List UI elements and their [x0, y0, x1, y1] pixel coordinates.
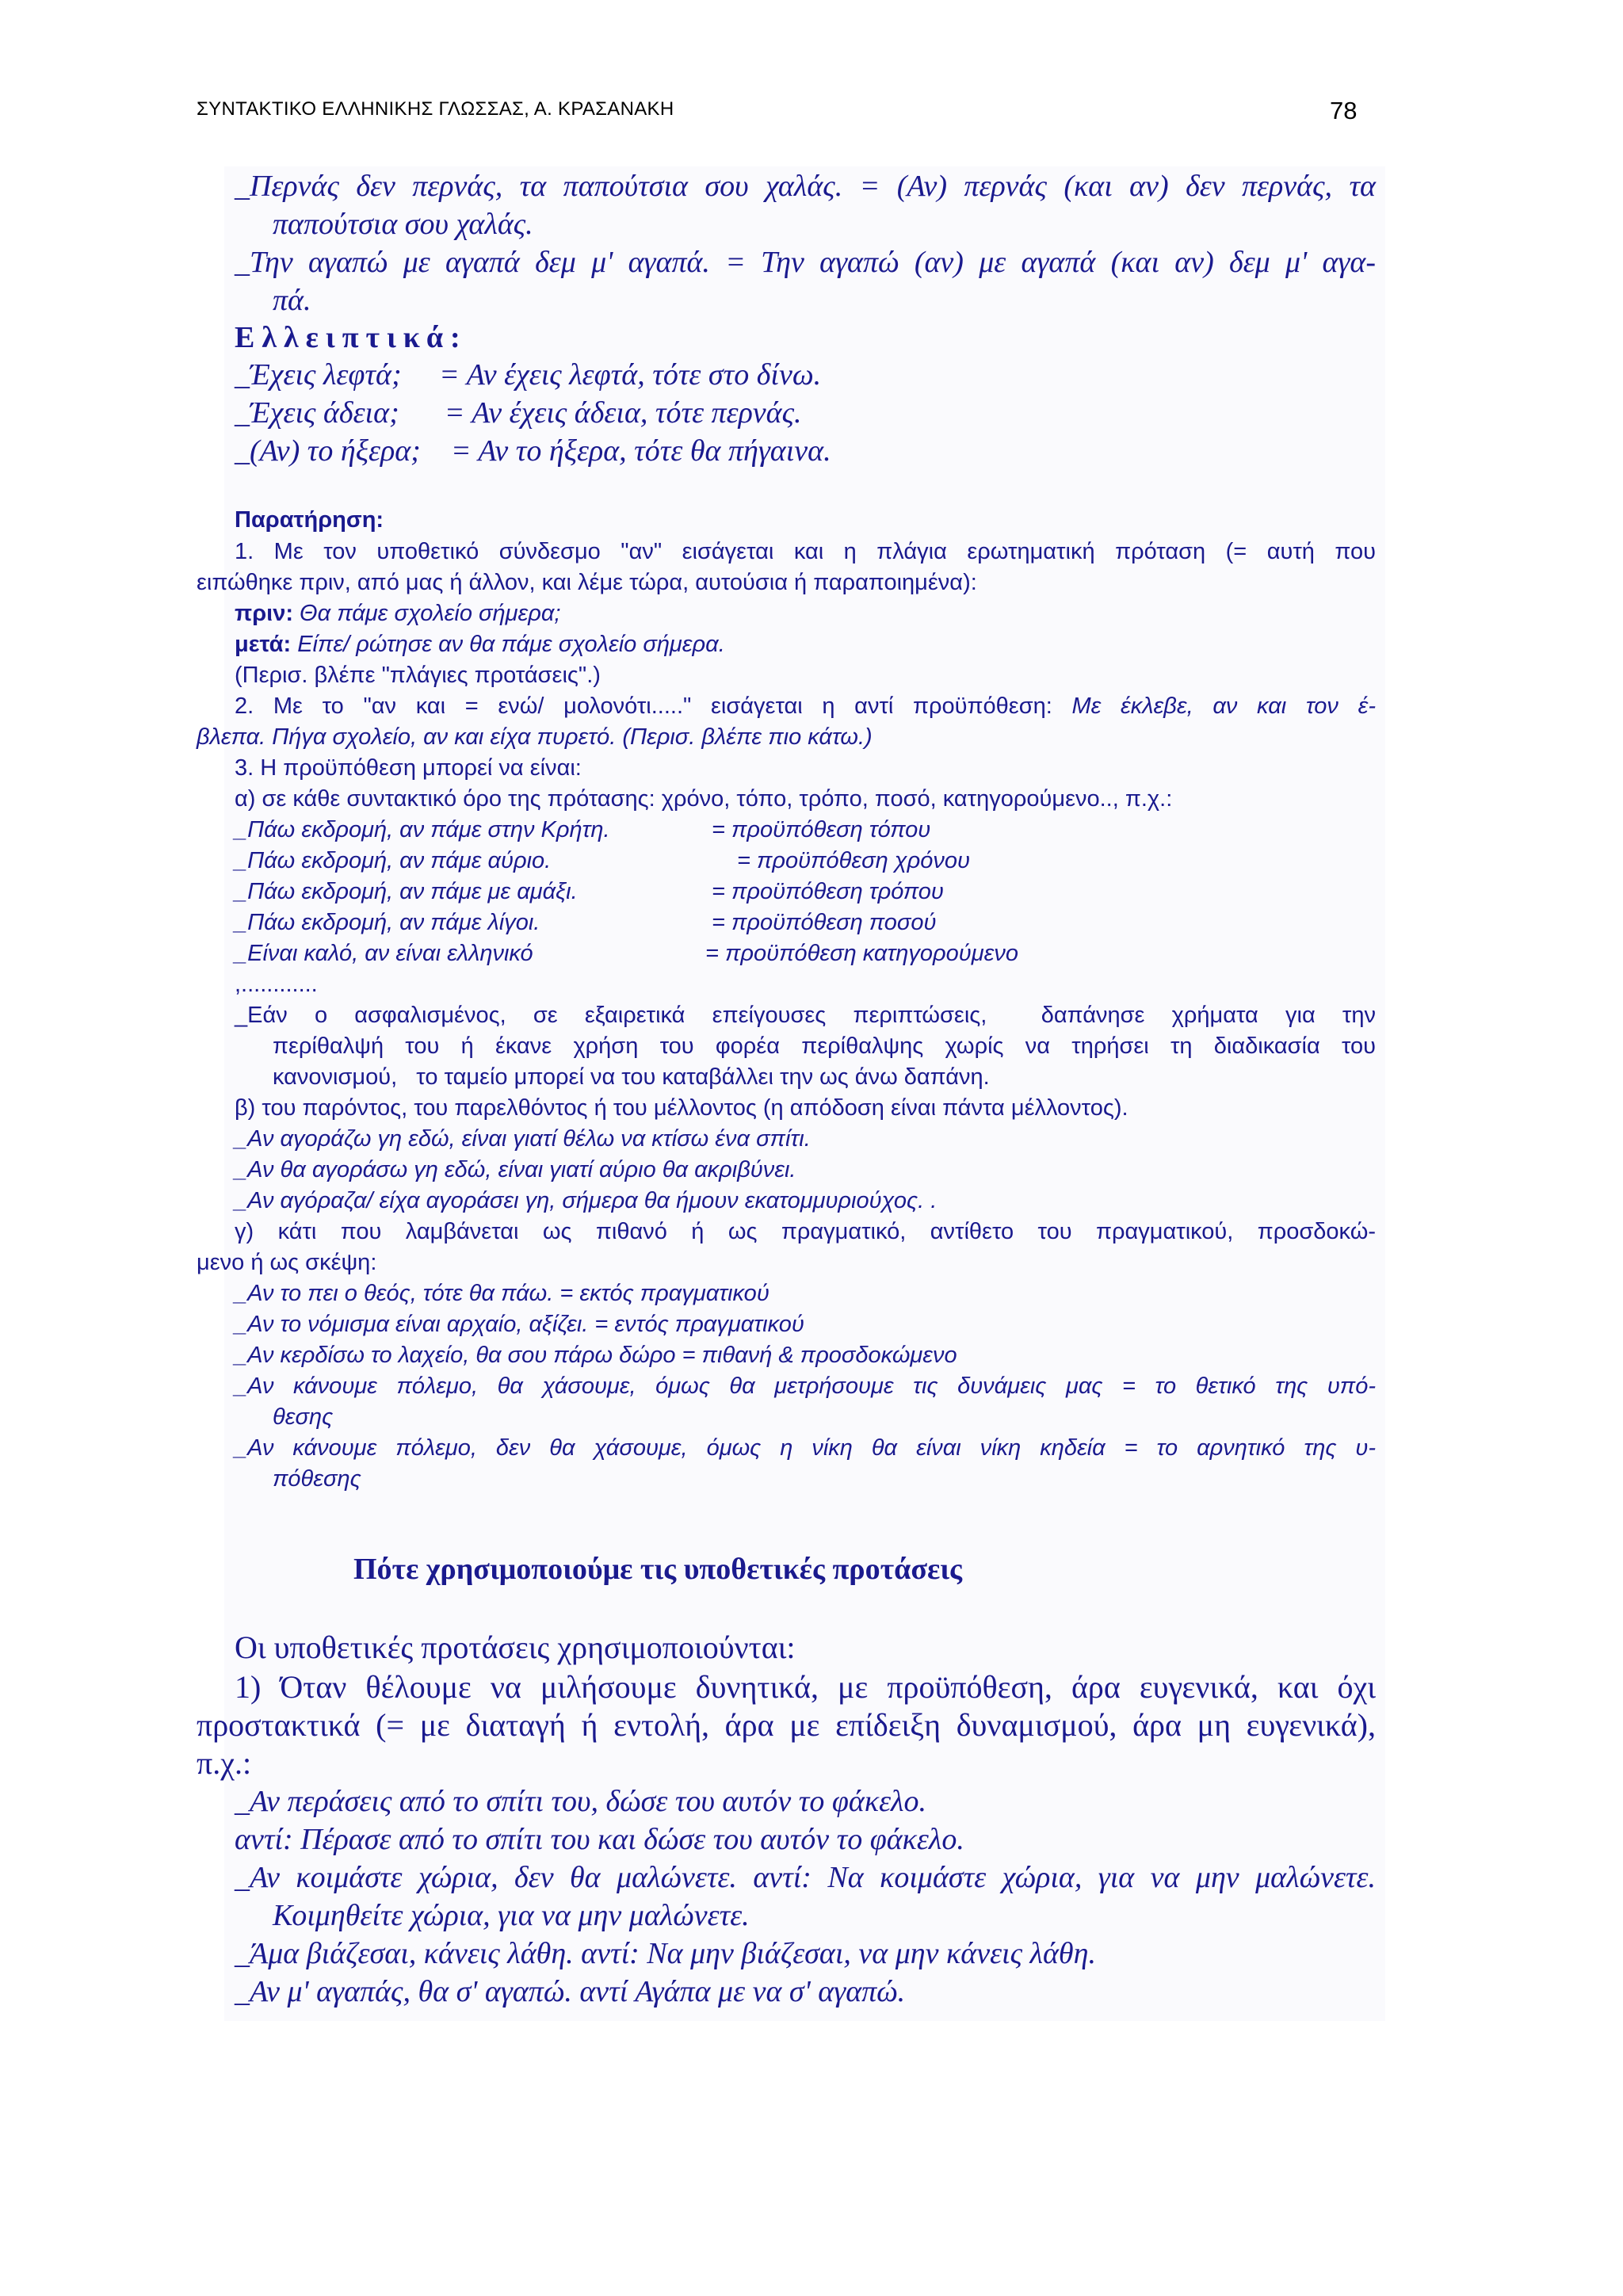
usage-example: Κοιμηθείτε χώρια, για να μην μαλώνετε. — [273, 1899, 750, 1932]
section-paragraph: π.χ.: — [197, 1745, 252, 1781]
after-example: μετά: Είπε/ ρώτησε αν θα πάμε σχολείο σήμερα. — [235, 632, 725, 657]
before-example: πριν: Θα πάμε σχολείο σήμερα; — [235, 601, 561, 626]
example-right: = προϋπόθεση χρόνου — [737, 848, 970, 873]
section-heading: Πότε χρησιμοποιούμε τις υποθετικές προτάσεις — [353, 1553, 963, 1586]
tense-example: _Αν αγόραζα/ είχα αγοράσει γη, σήμερα θα ήμουν εκατομμυριούχος. . — [235, 1188, 938, 1213]
usage-example: _Αν κοιμάστε χώρια, δεν θα μαλώνετε. αντί: Να κοιμάστε χώρια, για να μην μαλώνετε. — [235, 1861, 1376, 1894]
usage-example: αντί: Πέρασε από το σπίτι του και δώσε του αυτόν το φάκελο. — [235, 1823, 964, 1856]
tense-example: _Αν αγοράζω γη εδώ, είναι γιατί θέλω να κτίσω ένα σπίτι. — [235, 1126, 811, 1152]
example-right: = προϋπόθεση ποσού — [712, 910, 937, 935]
example-line: πά. — [273, 284, 311, 317]
running-header-title: ΣΥΝΤΑΚΤΙΚΟ ΕΛΛΗΝΙΚΗΣ ΓΛΩΣΣΑΣ, Α. ΚΡΑΣΑΝΑΚΗ — [197, 98, 674, 120]
section-paragraph: προστακτικά (= με διαταγή ή εντολή, άρα με επίδειξη δυναμισμού, άρα μη ευγενικά), — [197, 1707, 1376, 1743]
remark-paragraph: 1. Με τον υποθετικό σύνδεσμο "αν" εισάγεται και η πλάγια ερωτηματική πρόταση (= αυτή που — [235, 539, 1376, 564]
reality-example: _Αν κερδίσω το λαχείο, θα σου πάρω δώρο = πιθανή & προσδοκώμενο — [235, 1343, 957, 1368]
example-left: _Είναι καλό, αν είναι ελληνικό — [235, 941, 533, 966]
example-left: _Πάω εκδρομή, αν πάμε στην Κρήτη. — [235, 817, 610, 842]
usage-example: _Άμα βιάζεσαι, κάνεις λάθη. αντί: Να μην βιάζεσαι, να μην κάνεις λάθη. — [235, 1937, 1096, 1970]
insurance-paragraph: περίθαλψή του ή έκανε χρήση του φορέα περίθαλψης χωρίς να τηρήσει τη διαδικασία του — [273, 1033, 1376, 1059]
elliptika-example: _Έχεις άδεια; = Αν έχεις άδεια, τότε περνάς. — [235, 396, 802, 430]
tense-example: _Αν θα αγοράσω γη εδώ, είναι γιατί αύριο θα ακριβύνει. — [235, 1157, 796, 1182]
remark-paragraph: γ) κάτι που λαμβάνεται ως πιθανό ή ως πραγματικό, αντίθετο του πραγματικού, προσδοκώ- — [235, 1219, 1376, 1244]
example-line: παπούτσια σου χαλάς. — [273, 208, 533, 241]
remark-paragraph: 3. Η προϋπόθεση μπορεί να είναι: — [235, 755, 582, 781]
reality-example: _Αν το νόμισμα είναι αρχαίο, αξίζει. = εντός πραγματικού — [235, 1312, 804, 1337]
elliptika-example: _Έχεις λεφτά; = Αν έχεις λεφτά, τότε στο δίνω. — [235, 358, 822, 392]
example-left: _Πάω εκδρομή, αν πάμε αύριο. — [235, 848, 552, 873]
usage-example: _Αν μ' αγαπάς, θα σ' αγαπώ. αντί Αγάπα με να σ' αγαπώ. — [235, 1975, 906, 2008]
reality-example: _Αν κάνουμε πόλεμο, δεν θα χάσουμε, όμως η νίκη θα είναι νίκη κηδεία = το αρνητικό της υ- — [235, 1435, 1376, 1461]
elliptika-heading: Ελλειπτικά: — [235, 321, 468, 354]
remark-paragraph: βλεπα. Πήγα σχολείο, αν και είχα πυρετό. (Περισ. βλέπε πιο κάτω.) — [197, 724, 873, 750]
ellipsis-line: ,............ — [235, 972, 318, 997]
example-left: _Πάω εκδρομή, αν πάμε με αμάξι. — [235, 879, 578, 904]
remark-paragraph: β) του παρόντος, του παρελθόντος ή του μέλλοντος (η απόδοση είναι πάντα μέλλοντος). — [235, 1095, 1128, 1121]
reality-example: _Αν το πει ο θεός, τότε θα πάω. = εκτός πραγματικού — [235, 1281, 769, 1306]
reality-example: _Αν κάνουμε πόλεμο, θα χάσουμε, όμως θα μετρήσουμε τις δυνάμεις μας = το θετικό της υπό- — [235, 1373, 1376, 1399]
section-paragraph: 1) Όταν θέλουμε να μιλήσουμε δυνητικά, με προϋπόθεση, άρα ευγενικά, και όχι — [235, 1669, 1376, 1705]
reality-example: πόθεσης — [273, 1466, 361, 1492]
example-right: = προϋπόθεση τρόπου — [712, 879, 944, 904]
insurance-paragraph: _Εάν ο ασφαλισμένος, σε εξαιρετικά επείγουσες περιπτώσεις, δαπάνησε χρήματα για την — [235, 1003, 1376, 1028]
example-line: _Περνάς δεν περνάς, τα παπούτσια σου χαλάς. = (Αν) περνάς (και αν) δεν περνάς, τα — [235, 170, 1376, 203]
remark-paragraph: (Περισ. βλέπε "πλάγιες προτάσεις".) — [235, 663, 601, 688]
remark-paragraph: ειπώθηκε πριν, από μας ή άλλον, και λέμε τώρα, αυτούσια ή παραποιημένα): — [197, 570, 977, 595]
insurance-paragraph: κανονισμού, το ταμείο μπορεί να του καταβάλλει την ως άνω δαπάνη. — [273, 1064, 990, 1090]
usage-example: _Αν περάσεις από το σπίτι του, δώσε του αυτόν το φάκελο. — [235, 1785, 927, 1818]
remark-heading: Παρατήρηση: — [235, 507, 384, 533]
remark-paragraph: 2. Με το "αν και = ενώ/ μολονότι....." εισάγεται η αντί προϋπόθεση: Με έκλεβε, αν και τον έ- — [235, 693, 1377, 719]
page-number: 78 — [1330, 97, 1358, 124]
example-right: = προϋπόθεση κατηγορούμενο — [705, 941, 1018, 966]
remark-paragraph: α) σε κάθε συντακτικό όρο της πρότασης: χρόνο, τόπο, τρόπο, ποσό, κατηγορούμενο.., π.χ.: — [235, 786, 1173, 812]
example-line: _Την αγαπώ με αγαπά δεμ μ' αγαπά. = Την αγαπώ (αν) με αγαπά (και αν) δεμ μ' αγα- — [235, 246, 1376, 279]
reality-example: θεσης — [273, 1404, 334, 1430]
example-right: = προϋπόθεση τόπου — [712, 817, 931, 842]
example-left: _Πάω εκδρομή, αν πάμε λίγοι. — [235, 910, 540, 935]
elliptika-example: _(Αν) το ήξερα; = Αν το ήξερα, τότε θα πήγαινα. — [235, 434, 831, 468]
remark-paragraph: μενο ή ως σκέψη: — [197, 1250, 377, 1275]
section-paragraph: Οι υποθετικές προτάσεις χρησιμοποιούνται: — [235, 1629, 796, 1665]
